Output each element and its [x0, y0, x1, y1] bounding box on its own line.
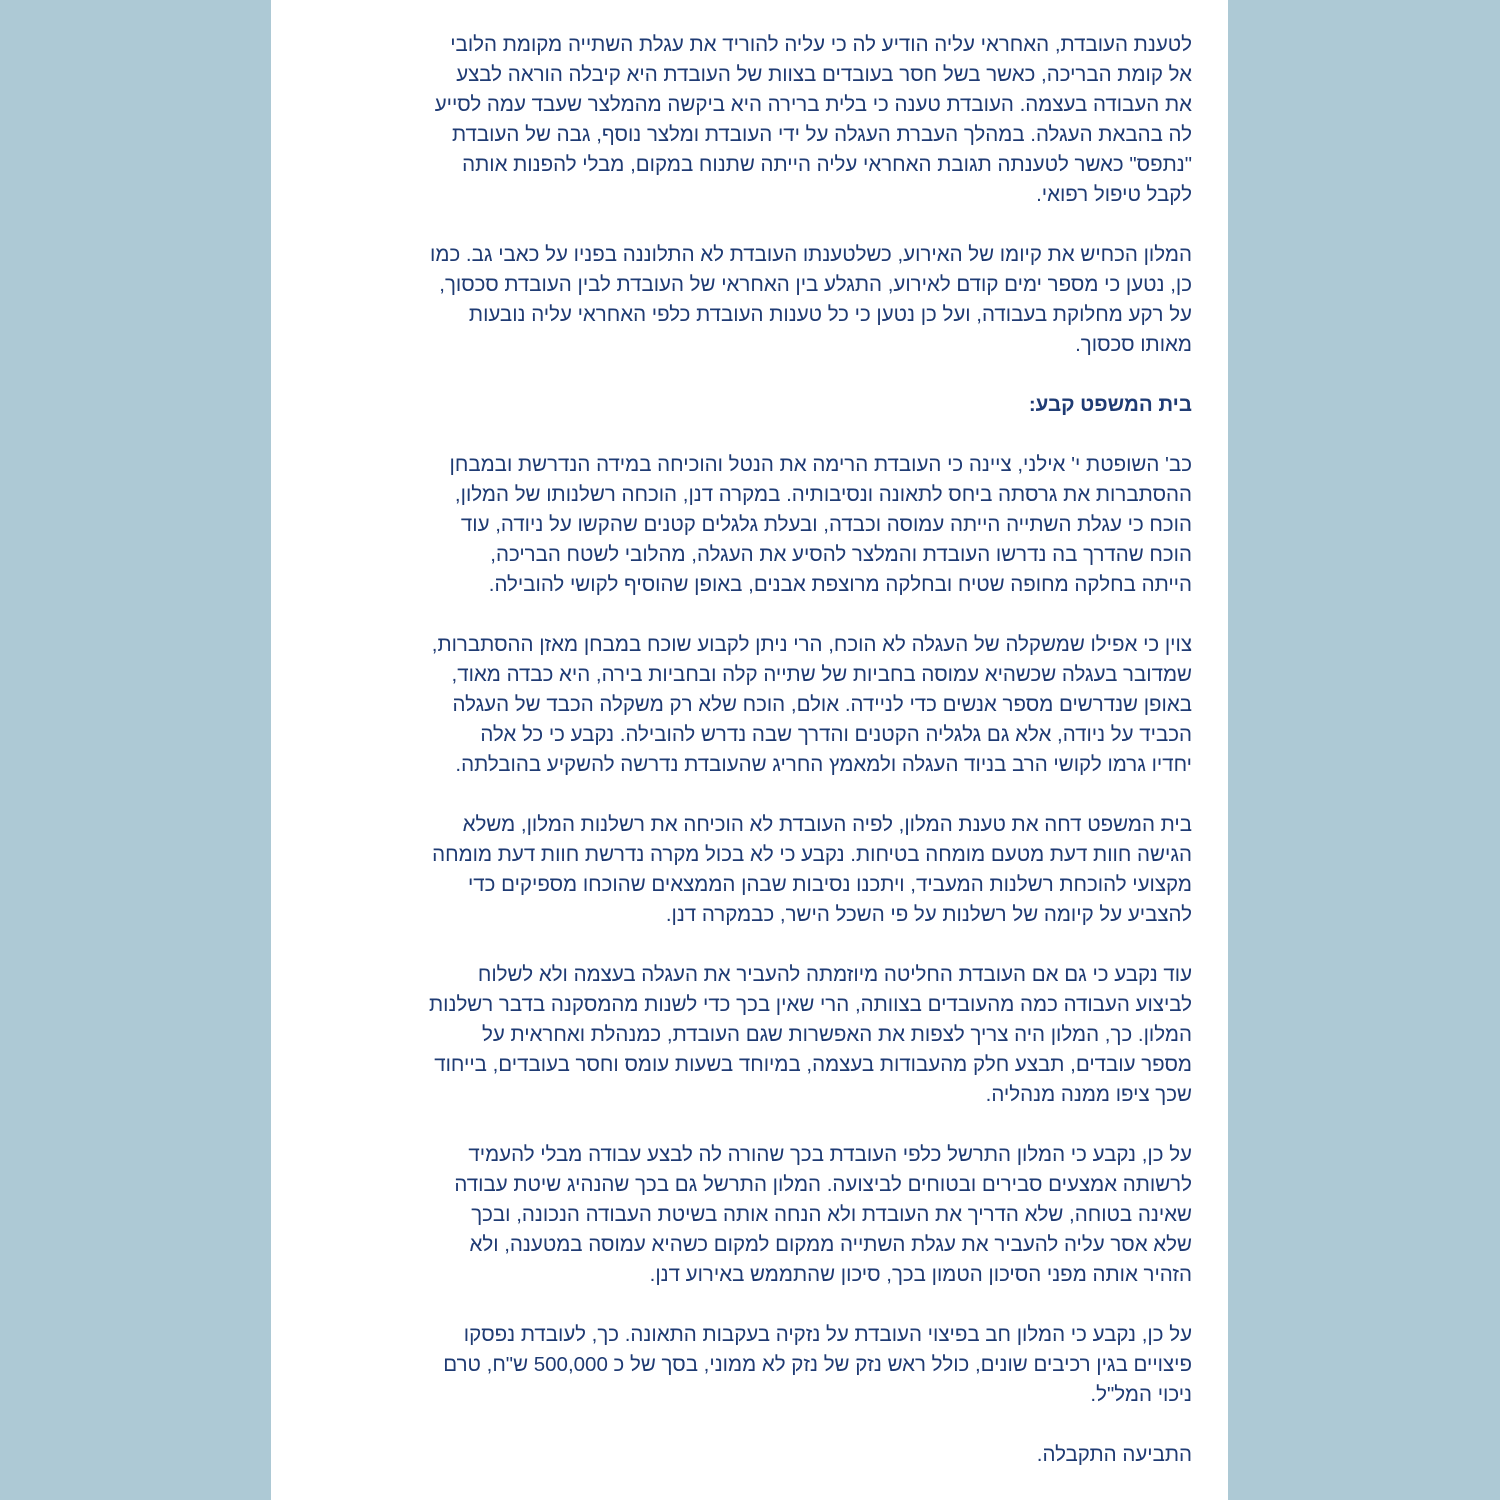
- paragraph-negligence-proven: כב' השופטת י' אילני, ציינה כי העובדת הרימה את הנטל והוכיחה במידה הנדרשת ובמבחן ההסתברות את גרסתה ביחס לתאונה ונסיבותיה. במקרה דנן, הוכחה רשלנותו של המלון, הוכח כי עגלת השתייה הייתה עמוסה וכבדה, ובעלת גלגלים קטנים שהקשו על ניודה, עוד הוכח שהדרך בה נדרשו העובדת והמלצר להסיע את העגלה, מהלובי לשטח הבריכה, הייתה בחלקה מחופה שטיח ובחלקה מרוצפת אבנים, באופן שהוסיף לקושי להובילה.: [449, 453, 1192, 596]
- paragraph-employee-initiative: עוד נקבע כי גם אם העובדת החליטה מיוזמתה להעביר את העגלה בעצמה ולא לשלוח לביצוע העבודה כמה מהעובדים בצוותה, הרי שאין בכך כדי לשנות מהמסקנה בדבר רשלנות המלון. כך, המלון היה צריך לצפות את האפשרות שגם העובדת, כמנהלת ואחראית על מספר עובדים, תבצע חלק מהעבודות בעצמה, במיוחד בשעות עומס וחסר בעובדים, בייחוד שכך ציפו ממנה מנהליה.: [428, 963, 1192, 1106]
- paragraph-expert-opinion: בית המשפט דחה את טענת המלון, לפיה העובדת לא הוכיחה את רשלנות המלון, משלא הגישה חוות דעת מטעם מומחה בטיחות. נקבע כי לא בכול מקרה נדרשת חוות דעת מומחה מקצועי להוכחת רשלנות המעביד, ויתכנו נסיבות שבהן הממצאים שהוכחו מספיקים כדי להצביע על קיומה של רשלנות על פי השכל הישר, כבמקרה דנן.: [432, 813, 1192, 926]
- section-heading-court-ruling: בית המשפט קבע:: [1028, 393, 1192, 416]
- paragraph-cart-weight: צוין כי אפילו שמשקלה של העגלה לא הוכח, הרי ניתן לקבוע שוכח במבחן מאזן ההסתברות, שמדובר בעגלה שכשהיא עמוסה בחביות של שתייה קלה ובחביות בירה, היא כבדה מאוד, באופן שנדרשים מספר אנשים כדי לניידה. אולם, הוכח שלא רק משקלה הכבד של העגלה הכביד על ניודה, אלא גם גלגליה הקטנים והדרך שבה נדרש להובילה. נקבע כי כל אלה יחדיו גרמו לקושי הרב בניוד העגלה ולמאמץ החריג שהעובדת נדרשה להשקיע בהובלתה.: [431, 633, 1192, 776]
- paragraph-employee-claim: לטענת העובדת, האחראי עליה הודיע לה כי עליה להוריד את עגלת השתייה מקומת הלובי אל קומת הבריכה, כאשר בשל חסר בעובדים בצוות של העובדת היא קיבלה הוראה לבצע את העבודה בעצמה. העובדת טענה כי בלית ברירה היא ביקשה מהמלצר שעבד עמה לסייע לה בהבאת העגלה. במהלך העברת העגלה על ידי העובדת ומלצר נוסף, גבה של העובדת "נתפס" כאשר לטענתה תגובת האחראי עליה הייתה שתנוח במקום, מבלי להפנות אותה לקבל טיפול רפואי.: [434, 33, 1192, 206]
- paragraph-compensation: על כן, נקבע כי המלון חב בפיצוי העובדת על נזקיה בעקבות התאונה. כך, לעובדת נפסקו פיצויים בגין רכיבים שונים, כולל ראש נזק של נזק לא ממוני, בסך של כ 500,000 ש"ח, טרם ניכוי המל"ל.: [443, 1323, 1192, 1406]
- paragraph-hotel-response: המלון הכחיש את קיומו של האירוע, כשלטענתו העובדת לא התלוננה בפניו על כאבי גב. כמו כן, נטען כי מספר ימים קודם לאירוע, התגלע בין האחראי של העובדת לבין העובדת סכסוך, על רקע מחלוקת בעבודה, ועל כן נטען כי כל טענות העובדת כלפי האחראי עליה נובעות מאותו סכסוך.: [430, 243, 1192, 356]
- paragraph-hotel-negligent: על כן, נקבע כי המלון התרשל כלפי העובדת בכך שהורה לה לבצע עבודה מבלי להעמיד לרשותה אמצעים סבירים ובטוחים לביצועה. המלון התרשל גם בכך שהנהיג שיטת עבודה שאינה בטוחה, שלא הדריך את העובדת ולא הנחה אותה בשיטת העבודה הנכונה, ובכך שלא אסר עליה להעביר את עגלת השתייה ממקום למקום כשהיא עמוסה במטענה, ולא הזהיר אותה מפני הסיכון הטמון בכך, סיכון שהתממש באירוע דנן.: [454, 1143, 1192, 1286]
- paragraph-claim-accepted: התביעה התקבלה.: [1036, 1443, 1192, 1466]
- document-page: [271, 0, 1228, 1500]
